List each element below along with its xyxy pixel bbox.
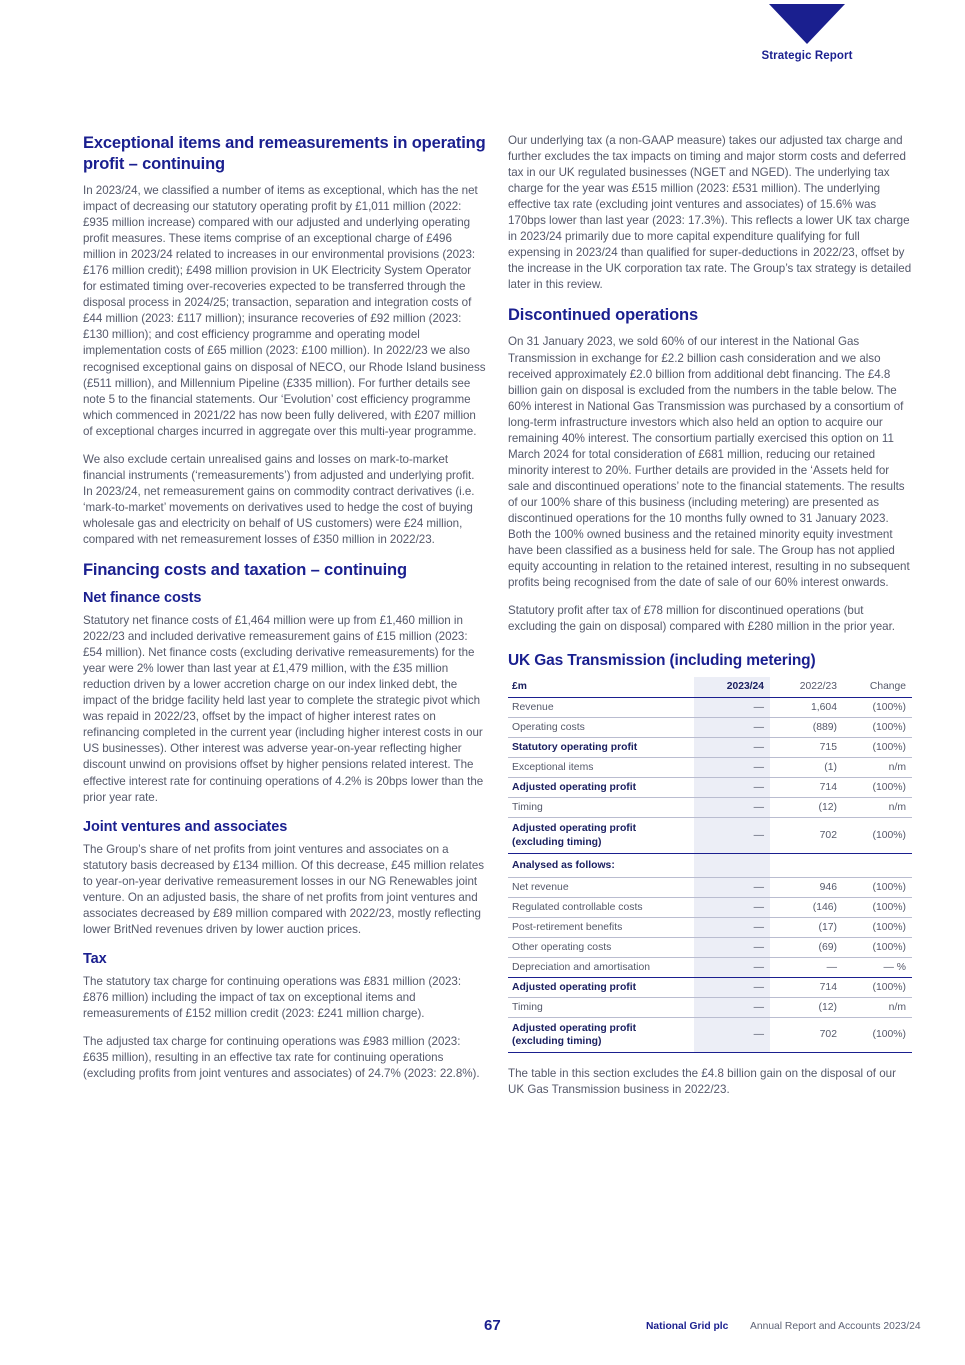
- cell-2023-24: —: [694, 718, 770, 738]
- cell-2023-24: [694, 853, 770, 877]
- row-label: Adjusted operating profit (excluding timing): [508, 1017, 694, 1052]
- row-label: Regulated controllable costs: [508, 897, 694, 917]
- cell-change: (100%): [843, 977, 912, 997]
- row-label: Net revenue: [508, 877, 694, 897]
- column-header-2023-24: 2023/24: [694, 677, 770, 698]
- table-row: [508, 818, 912, 853]
- cell-2023-24: —: [694, 798, 770, 818]
- cell-2022-23: 702: [770, 818, 843, 853]
- table-row: [508, 1017, 912, 1052]
- paragraph-adjusted-tax: The adjusted tax charge for continuing operations was £983 million (2023: £635 million), resulting in an effective tax rate for continuing operations (excluding profits from joint ventures and associates) of 24.7% (2023: 22.8%).: [83, 1035, 480, 1081]
- table-row: [508, 758, 912, 778]
- row-label: Timing: [508, 798, 694, 818]
- table-row: [508, 897, 912, 917]
- table-row: [508, 698, 912, 718]
- cell-change: (100%): [843, 897, 912, 917]
- footer-document-title: Annual Report and Accounts 2023/24: [750, 1321, 921, 1332]
- cell-2022-23: (12): [770, 798, 843, 818]
- cell-2022-23: (889): [770, 718, 843, 738]
- cell-2023-24: —: [694, 877, 770, 897]
- row-label: Depreciation and amortisation: [508, 957, 694, 977]
- table-row: [508, 997, 912, 1017]
- cell-change: (100%): [843, 917, 912, 937]
- cell-2022-23: (146): [770, 897, 843, 917]
- cell-2022-23: (17): [770, 917, 843, 937]
- cell-2022-23: (69): [770, 937, 843, 957]
- table-header-row: [508, 677, 912, 698]
- cell-2023-24: —: [694, 917, 770, 937]
- row-label: Operating costs: [508, 718, 694, 738]
- cell-2023-24: —: [694, 897, 770, 917]
- heading-financing-costs: Financing costs and taxation – continuing: [83, 561, 407, 580]
- row-label: Adjusted operating profit (excluding timing): [508, 818, 694, 853]
- cell-change: (100%): [843, 778, 912, 798]
- cell-2023-24: —: [694, 1017, 770, 1052]
- left-column: [83, 133, 487, 1082]
- cell-change: (100%): [843, 718, 912, 738]
- row-label: Revenue: [508, 698, 694, 718]
- header-section-label: Strategic Report: [761, 50, 853, 62]
- paragraph-discontinued-operations-2: Statutory profit after tax of £78 million for discontinued operations (but excluding the gain on disposal) compared with £280 million in the prior year.: [508, 604, 895, 634]
- cell-2022-23: 714: [770, 977, 843, 997]
- cell-2023-24: —: [694, 937, 770, 957]
- cell-2023-24: —: [694, 977, 770, 997]
- table-row: [508, 778, 912, 798]
- downward-triangle-logo: [769, 4, 845, 44]
- subheading-tax: Tax: [83, 950, 107, 967]
- table-row: [508, 877, 912, 897]
- paragraph-remeasurements: We also exclude certain unrealised gains and losses on mark-to-market financial instruments (‘remeasurements’) from adjusted and underlying profit. In 2023/24, net remeasurement gains on commodity contract derivatives (i.e. ‘mark-to-market’ movements on derivatives used to hedge the cost of buying wholesale gas and electricity on behalf of US customers) were £24 million, compared with net remeasurement losses of £350 million in 2022/23.: [83, 452, 475, 546]
- cell-2023-24: —: [694, 997, 770, 1017]
- paragraph-discontinued-operations-1: On 31 January 2023, we sold 60% of our interest in the National Gas Transmission in exchange for £2.2 billion cash consideration and we also received approximately £2.0 billion from additional debt financing. The £4.8 billion gain on disposal is excluded from the numbers in the table below. The 60% interest in National Gas Transmission was purchased by a consortium of long-term infrastructure investors which also held an option to acquire our remaining 40% interest. The consortium partially exercised this option on 11 March 2024 for total consideration of £681 million, reducing our retained minority interest to 20%. Further details are provided in the ‘Assets held for sale and discontinued operations’ note to the financial statements. The results of our 100% share of this business (including metering) are presented as discontinued operations for the 10 months fully owned to 31 January 2023. Both the 100% owned business and the retained minority equity investment have been classified as a business held for sale. The Group has not applied equity accounting in relation to the retained interest, resulting in no subsequent profits being recognised from the date of sale of our 60% interest onwards.: [508, 335, 910, 590]
- subheading-joint-ventures: Joint ventures and associates: [83, 818, 288, 835]
- table-row: [508, 937, 912, 957]
- table-row: [508, 917, 912, 937]
- row-label: Adjusted operating profit: [508, 977, 694, 997]
- paragraph-statutory-tax: The statutory tax charge for continuing operations was £831 million (2023: £876 million) including the impact of tax on exceptional items and remeasurements of £152 million credit (2023: £241 million charge).: [83, 974, 462, 1020]
- cell-change: n/m: [843, 997, 912, 1017]
- row-label: Statutory operating profit: [508, 738, 694, 758]
- heading-discontinued-operations: Discontinued operations: [508, 306, 698, 325]
- row-label: Timing: [508, 997, 694, 1017]
- cell-2022-23: —: [770, 957, 843, 977]
- cell-2023-24: —: [694, 957, 770, 977]
- cell-2022-23: 1,604: [770, 698, 843, 718]
- subheading-net-finance-costs: Net finance costs: [83, 590, 202, 607]
- cell-2022-23: 702: [770, 1017, 843, 1052]
- paragraph-joint-ventures: The Group’s share of net profits from joint ventures and associates on a statutory basis decreased by £134 million. Of this decrease, £45 million relates to year-on-year derivative remeasurement losses in our NG Renewables joint venture. On an adjusted basis, the share of net profits from joint ventures and associates decreased by £89 million compared with 2022/23, mostly reflecting lower BritNed revenues driven by lower auction prices.: [83, 842, 485, 936]
- cell-change: n/m: [843, 798, 912, 818]
- cell-change: — %: [843, 957, 912, 977]
- cell-2023-24: —: [694, 698, 770, 718]
- table-body: [508, 698, 912, 1053]
- paragraph-net-finance-costs: Statutory net finance costs of £1,464 million were up from £1,460 million in 2022/23 and included derivative remeasurement gains of £15 million (2023: £54 million). Net finance costs (excluding derivative remeasurements) for the year were 2% lower than last year at £1,479 million, with the £35 million reduction driven by a lower accretion charge on our index linked debt, the impact of the bridge facility held last year to complete the strategic pivot which was repaid in 2022/23, offset by the impact of higher interest rates on refinancing completed in the current year (including higher interest costs in our US businesses). Other interest was adverse year-on-year reflecting higher discount unwind on provisions offset by higher pensions related interest. The effective interest rate for continuing operations of 4.2% is 20bps lower than the prior year rate.: [83, 614, 484, 804]
- cell-change: (100%): [843, 937, 912, 957]
- cell-change: n/m: [843, 758, 912, 778]
- cell-2023-24: —: [694, 818, 770, 853]
- cell-2022-23: (12): [770, 997, 843, 1017]
- table-row: [508, 798, 912, 818]
- cell-2022-23: [770, 853, 843, 877]
- table-row: [508, 853, 912, 877]
- page-number: 67: [484, 1317, 501, 1334]
- cell-2022-23: 715: [770, 738, 843, 758]
- cell-change: (100%): [843, 738, 912, 758]
- cell-change: (100%): [843, 698, 912, 718]
- column-header-change: Change: [843, 677, 912, 698]
- paragraph-underlying-tax: Our underlying tax (a non-GAAP measure) takes our adjusted tax charge and further excludes the tax impacts on timing and major storm costs and deferred tax in our UK regulated businesses (NGET and NGED). The underlying tax charge for the year was £515 million (2023: £531 million). The underlying effective tax rate (excluding joint ventures and associates) of 15.6% was 170bps lower than last year (2023: 17.3%). This reflects a lower UK tax charge in 2023/24 primarily due to more capital expenditure qualifying for full expensing in 2023/24 than qualified for super-deductions in 2022/23, offset by the increase in the UK corporation tax rate. The Group’s tax strategy is detailed later in this review.: [508, 134, 912, 292]
- cell-2022-23: 946: [770, 877, 843, 897]
- heading-exceptional-items: Exceptional items and remeasurements in operating profit – continuing: [83, 134, 486, 173]
- column-header-2022-23: 2022/23: [770, 677, 843, 698]
- table-header: [508, 677, 912, 698]
- table-footnote: The table in this section excludes the £4.8 billion gain on the disposal of our UK Gas Transmission business in 2022/23.: [508, 1067, 896, 1097]
- cell-2023-24: —: [694, 778, 770, 798]
- row-label: Other operating costs: [508, 937, 694, 957]
- row-label: Exceptional items: [508, 758, 694, 778]
- uk-gas-transmission-table: [508, 677, 912, 1053]
- row-label: Post-retirement benefits: [508, 917, 694, 937]
- footer-brand: National Grid plc: [646, 1321, 729, 1332]
- cell-2022-23: (1): [770, 758, 843, 778]
- cell-2023-24: —: [694, 758, 770, 778]
- table-row: [508, 718, 912, 738]
- table-row: [508, 977, 912, 997]
- cell-change: [843, 853, 912, 877]
- cell-change: (100%): [843, 877, 912, 897]
- page-header: [717, 0, 897, 62]
- column-header-unit: £m: [508, 677, 694, 698]
- row-label: Adjusted operating profit: [508, 778, 694, 798]
- cell-change: (100%): [843, 1017, 912, 1052]
- table-row: [508, 738, 912, 758]
- cell-2023-24: —: [694, 738, 770, 758]
- page-footer: [0, 1317, 965, 1337]
- paragraph-exceptional-items-1: In 2023/24, we classified a number of items as exceptional, which has the net impact of decreasing our statutory operating profit by £1,011 million (2022: £935 million increase) compared with our adjusted and underlying operating profit measures. These items comprise of an exceptional charge of £496 million in 2023/24 related to increases in our environmental provisions (2023: £176 million credit); £498 million provision in UK Electricity System Operator for estimated timing over-recoveries expected to be transferred through the disposal process in 2024/25; transaction, separation and integration costs of £44 million (2023: £117 million); insurance recoveries of £92 million (2023: £130 million); and cost efficiency programme and operating model implementation costs of £65 million (2023: £100 million). In 2022/23 we also recognised exceptional gains on disposal of NECO, our Rhode Island business (£511 million), and Millennium Pipeline (£335 million). For further details see note 5 to the financial statements. Our ‘Evolution’ cost efficiency programme which commenced in 2021/22 has now been fully delivered, with £207 million of exceptional charges incurred in aggregate over this multi-year programme.: [83, 184, 486, 438]
- cell-change: (100%): [843, 818, 912, 853]
- cell-2022-23: 714: [770, 778, 843, 798]
- right-column: [508, 133, 912, 1098]
- table-title-uk-gas-transmission: UK Gas Transmission (including metering): [508, 652, 816, 670]
- table-row: [508, 957, 912, 977]
- row-label: Analysed as follows:: [508, 853, 694, 877]
